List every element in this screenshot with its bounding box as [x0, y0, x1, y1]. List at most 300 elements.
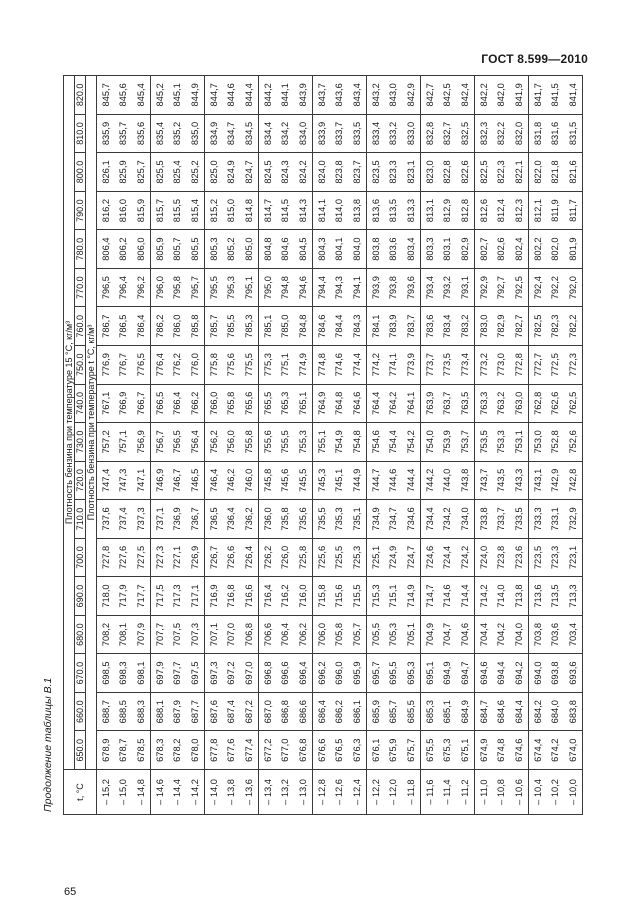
density-cell: 843,0: [385, 76, 402, 115]
density-cell: 688,1: [150, 692, 168, 731]
density-cell: 695,5: [385, 654, 402, 693]
density-cell: 812,1: [528, 191, 546, 230]
density-cell: 735,3: [331, 500, 348, 539]
temperature-cell: – 11,4: [439, 770, 456, 815]
temperature-cell: – 12,6: [331, 770, 348, 815]
density-cell: 794,1: [348, 268, 366, 307]
table-row: [277, 76, 294, 815]
density-cell: 704,7: [439, 615, 456, 654]
density-cell: 764,6: [348, 384, 366, 423]
density-cell: 835,2: [169, 114, 186, 153]
temperature-column-header: t, °C: [64, 770, 97, 815]
density-cell: 686,4: [312, 692, 330, 731]
density-cell: 746,0: [240, 461, 258, 500]
density-cell: 735,8: [277, 500, 294, 539]
density-cell: 736,0: [258, 500, 276, 539]
density-cell: 766,5: [150, 384, 168, 423]
density-cell: 713,3: [564, 577, 583, 616]
density-column-header: 800.0: [75, 153, 86, 192]
density-cell: 705,1: [402, 615, 420, 654]
density-cell: 834,4: [258, 114, 276, 153]
density-cell: 796,5: [97, 268, 115, 307]
density-cell: 814,0: [331, 191, 348, 230]
density-cell: 723,1: [564, 538, 583, 577]
density-cell: 705,7: [348, 615, 366, 654]
density-cell: 775,1: [277, 345, 294, 384]
density-cell: 742,9: [547, 461, 564, 500]
density-cell: 765,1: [294, 384, 312, 423]
temperature-cell: – 10,2: [547, 770, 564, 815]
density-cell: 687,6: [204, 692, 222, 731]
density-cell: 742,8: [564, 461, 583, 500]
density-cell: 707,5: [169, 615, 186, 654]
document-id: ГОСТ 8.599—2010: [481, 52, 588, 66]
table-row: [97, 76, 115, 815]
density-cell: 842,7: [420, 76, 438, 115]
density-cell: 754,2: [402, 423, 420, 462]
density-cell: 756,7: [150, 423, 168, 462]
density-cell: 717,9: [115, 577, 132, 616]
density-cell: 713,6: [528, 577, 546, 616]
density-cell: 726,0: [277, 538, 294, 577]
density-cell: 674,0: [564, 731, 583, 770]
density-cell: 762,6: [547, 384, 564, 423]
density-cell: 744,0: [439, 461, 456, 500]
density-cell: 782,7: [510, 307, 528, 346]
density-cell: 822,5: [474, 153, 492, 192]
density-cell: 687,2: [240, 692, 258, 731]
density-cell: 737,3: [132, 500, 150, 539]
density-cell: 677,4: [240, 731, 258, 770]
density-cell: 693,6: [564, 654, 583, 693]
density-cell: 844,2: [258, 76, 276, 115]
density-cell: 744,4: [402, 461, 420, 500]
density-cell: 845,1: [169, 76, 186, 115]
density-cell: 696,6: [277, 654, 294, 693]
density-cell: 775,8: [204, 345, 222, 384]
density-cell: 805,2: [223, 230, 240, 269]
density-cell: 806,2: [115, 230, 132, 269]
density-column-header: 730.0: [75, 423, 86, 462]
density-cell: 815,0: [223, 191, 240, 230]
density-cell: 716,0: [294, 577, 312, 616]
density-cell: 774,9: [294, 345, 312, 384]
density-cell: 743,7: [474, 461, 492, 500]
temperature-cell: – 12,4: [348, 770, 366, 815]
density-cell: 776,4: [150, 345, 168, 384]
density-column-header: 670.0: [75, 654, 86, 693]
density-cell: 831,8: [528, 114, 546, 153]
density-cell: 795,8: [169, 268, 186, 307]
table-row: [366, 76, 384, 815]
density-cell: 845,4: [132, 76, 150, 115]
density-cell: 716,4: [258, 577, 276, 616]
density-cell: 822,1: [510, 153, 528, 192]
table-row: [564, 76, 583, 815]
density-cell: 763,7: [439, 384, 456, 423]
density-cell: 822,0: [528, 153, 546, 192]
density-column-header: 810.0: [75, 114, 86, 153]
table-caption: Продолжение таблицы В.1: [42, 677, 54, 812]
density-cell: 811,7: [564, 191, 583, 230]
density-cell: 843,6: [331, 76, 348, 115]
density-cell: 802,9: [456, 230, 474, 269]
table-row: [456, 76, 474, 815]
density-cell: 815,4: [186, 191, 204, 230]
table-row: [312, 76, 330, 815]
density-cell: 835,6: [132, 114, 150, 153]
density-cell: 776,5: [132, 345, 150, 384]
density-cell: 823,8: [331, 153, 348, 192]
density-cell: 815,9: [132, 191, 150, 230]
density-cell: 833,4: [366, 114, 384, 153]
temperature-cell: – 14,8: [132, 770, 150, 815]
density-cell: 793,8: [385, 268, 402, 307]
density-cell: 696,4: [294, 654, 312, 693]
density-cell: 707,0: [223, 615, 240, 654]
density-cell: 842,9: [402, 76, 420, 115]
density-cell: 723,3: [547, 538, 564, 577]
density-cell: 825,5: [150, 153, 168, 192]
table-row: [547, 76, 564, 815]
density-cell: 753,9: [439, 423, 456, 462]
density-cell: 754,9: [331, 423, 348, 462]
density-cell: 776,0: [186, 345, 204, 384]
temperature-cell: – 13,8: [223, 770, 240, 815]
density-cell: 825,9: [115, 153, 132, 192]
density-cell: 695,3: [402, 654, 420, 693]
density-column-header: 720.0: [75, 461, 86, 500]
density-cell: 783,4: [439, 307, 456, 346]
density-cell: 674,4: [528, 731, 546, 770]
density-cell: 814,8: [240, 191, 258, 230]
density-cell: 704,4: [474, 615, 492, 654]
density-column-header: 790.0: [75, 191, 86, 230]
density-cell: 823,1: [402, 153, 420, 192]
density-cell: 843,9: [294, 76, 312, 115]
density-cell: 686,8: [277, 692, 294, 731]
density-cell: 796,0: [150, 268, 168, 307]
density-cell: 704,2: [493, 615, 510, 654]
density-cell: 754,8: [348, 423, 366, 462]
temperature-cell: – 12,8: [312, 770, 330, 815]
density-cell: 706,6: [258, 615, 276, 654]
density-cell: 775,5: [240, 345, 258, 384]
density-cell: 678,7: [115, 731, 132, 770]
density-cell: 727,1: [169, 538, 186, 577]
density-cell: 842,5: [439, 76, 456, 115]
density-cell: 694,4: [493, 654, 510, 693]
density-cell: 715,1: [385, 577, 402, 616]
density-cell: 705,8: [331, 615, 348, 654]
density-cell: 811,9: [547, 191, 564, 230]
table-body: [97, 76, 583, 815]
density-cell: 736,5: [204, 500, 222, 539]
density-cell: 786,4: [132, 307, 150, 346]
density-cell: 716,6: [240, 577, 258, 616]
density-cell: 714,7: [420, 577, 438, 616]
density-cell: 812,6: [474, 191, 492, 230]
density-cell: 697,5: [186, 654, 204, 693]
density-cell: 746,5: [186, 461, 204, 500]
density-cell: 685,1: [439, 692, 456, 731]
density-cell: 795,7: [186, 268, 204, 307]
density-cell: 795,5: [204, 268, 222, 307]
density-cell: 746,7: [169, 461, 186, 500]
density-cell: 694,9: [439, 654, 456, 693]
density-cell: 755,5: [277, 423, 294, 462]
density-cell: 763,2: [493, 384, 510, 423]
density-cell: 831,6: [547, 114, 564, 153]
density-cell: 707,3: [186, 615, 204, 654]
density-cell: 764,8: [331, 384, 348, 423]
density-cell: 686,2: [331, 692, 348, 731]
density-cell: 834,5: [240, 114, 258, 153]
density-cell: 725,6: [312, 538, 330, 577]
density-cell: 844,6: [223, 76, 240, 115]
density-cell: 767,1: [97, 384, 115, 423]
density-cell: 727,3: [150, 538, 168, 577]
density-cell: 756,5: [169, 423, 186, 462]
density-cell: 754,0: [420, 423, 438, 462]
density-cell: 674,2: [547, 731, 564, 770]
density-cell: 715,5: [348, 577, 366, 616]
density-cell: 707,1: [204, 615, 222, 654]
density-cell: 785,8: [186, 307, 204, 346]
density-cell: 766,2: [186, 384, 204, 423]
density-cell: 813,6: [366, 191, 384, 230]
density-cell: 736,9: [169, 500, 186, 539]
density-cell: 706,0: [312, 615, 330, 654]
density-cell: 744,2: [420, 461, 438, 500]
table-row: [474, 76, 492, 815]
table-row: [223, 76, 240, 815]
density-cell: 835,4: [150, 114, 168, 153]
density-cell: 753,3: [493, 423, 510, 462]
density-column-header: 710.0: [75, 500, 86, 539]
density-cell: 782,5: [528, 307, 546, 346]
density-cell: 674,6: [510, 731, 528, 770]
density-cell: 845,2: [150, 76, 168, 115]
density-cell: 803,8: [366, 230, 384, 269]
density-cell: 795,3: [223, 268, 240, 307]
density-cell: 734,4: [420, 500, 438, 539]
density-cell: 794,8: [277, 268, 294, 307]
density-cell: 716,2: [277, 577, 294, 616]
density-cell: 832,5: [456, 114, 474, 153]
density-cell: 755,8: [240, 423, 258, 462]
density-cell: 675,3: [439, 731, 456, 770]
density-cell: 676,6: [312, 731, 330, 770]
temperature-cell: – 10,8: [493, 770, 510, 815]
density-cell: 724,9: [385, 538, 402, 577]
density-cell: 715,3: [366, 577, 384, 616]
density-cell: 675,7: [402, 731, 420, 770]
temperature-cell: – 14,2: [186, 770, 204, 815]
density-cell: 814,1: [312, 191, 330, 230]
density-cell: 825,4: [169, 153, 186, 192]
density-cell: 813,5: [385, 191, 402, 230]
density-cell: 773,5: [439, 345, 456, 384]
density-cell: 824,0: [312, 153, 330, 192]
density-cell: 744,7: [366, 461, 384, 500]
density-cell: 785,3: [240, 307, 258, 346]
density-cell: 716,9: [204, 577, 222, 616]
density-cell: 707,9: [132, 615, 150, 654]
density-cell: 736,2: [240, 500, 258, 539]
density-cell: 773,7: [420, 345, 438, 384]
density-cell: 754,4: [385, 423, 402, 462]
density-cell: 726,6: [223, 538, 240, 577]
density-cell: 792,9: [474, 268, 492, 307]
density-cell: 805,7: [169, 230, 186, 269]
density-cell: 675,1: [456, 731, 474, 770]
density-cell: 735,5: [312, 500, 330, 539]
density-cell: 744,9: [348, 461, 366, 500]
density-cell: 733,1: [547, 500, 564, 539]
density-cell: 816,2: [97, 191, 115, 230]
table-row: [240, 76, 258, 815]
density-cell: 684,0: [547, 692, 564, 731]
density-cell: 763,5: [456, 384, 474, 423]
density-cell: 757,2: [97, 423, 115, 462]
density-cell: 764,9: [312, 384, 330, 423]
density-column-header: 780.0: [75, 230, 86, 269]
temperature-cell: – 11,0: [474, 770, 492, 815]
density-cell: 812,3: [510, 191, 528, 230]
table-row: [132, 76, 150, 815]
density-cell: 823,7: [348, 153, 366, 192]
table-row: [385, 76, 402, 815]
density-cell: 806,4: [97, 230, 115, 269]
density-cell: 765,3: [277, 384, 294, 423]
density-cell: 755,1: [312, 423, 330, 462]
density-cell: 755,3: [294, 423, 312, 462]
density-cell: 705,3: [385, 615, 402, 654]
density-cell: 824,5: [258, 153, 276, 192]
density-cell: 792,7: [493, 268, 510, 307]
density-cell: 743,8: [456, 461, 474, 500]
density-cell: 823,3: [385, 153, 402, 192]
density-cell: 774,6: [331, 345, 348, 384]
density-cell: 783,0: [474, 307, 492, 346]
density-cell: 735,6: [294, 500, 312, 539]
density-cell: 698,3: [115, 654, 132, 693]
density-cell: 775,6: [223, 345, 240, 384]
density-cell: 745,1: [331, 461, 348, 500]
density-cell: 843,2: [366, 76, 384, 115]
density-cell: 678,0: [186, 731, 204, 770]
density-cell: 842,2: [474, 76, 492, 115]
density-cell: 677,6: [223, 731, 240, 770]
density-cell: 733,8: [474, 500, 492, 539]
density-cell: 825,0: [204, 153, 222, 192]
density-cell: 736,4: [223, 500, 240, 539]
table-row: [510, 76, 528, 815]
density-cell: 804,6: [277, 230, 294, 269]
density-column-header: 820.0: [75, 76, 86, 115]
density-cell: 676,5: [331, 731, 348, 770]
density-cell: 775,3: [258, 345, 276, 384]
density-cell: 752,8: [547, 423, 564, 462]
density-cell: 747,3: [115, 461, 132, 500]
density-cell: 803,1: [439, 230, 456, 269]
density-cell: 786,7: [97, 307, 115, 346]
density-cell: 684,7: [474, 692, 492, 731]
density-cell: 804,5: [294, 230, 312, 269]
density-cell: 815,5: [169, 191, 186, 230]
density-cell: 784,1: [366, 307, 384, 346]
density-cell: 733,5: [510, 500, 528, 539]
density-cell: 697,0: [240, 654, 258, 693]
density-cell: 792,4: [528, 268, 546, 307]
density-cell: 714,6: [439, 577, 456, 616]
density-cell: 733,7: [493, 500, 510, 539]
density-cell: 841,5: [547, 76, 564, 115]
density-cell: 708,1: [115, 615, 132, 654]
density-cell: 706,2: [294, 615, 312, 654]
temperature-cell: – 11,8: [402, 770, 420, 815]
density-cell: 772,5: [547, 345, 564, 384]
density-cell: 675,9: [385, 731, 402, 770]
density-cell: 776,9: [97, 345, 115, 384]
density-cell: 844,7: [204, 76, 222, 115]
density-cell: 783,2: [456, 307, 474, 346]
density-cell: 803,3: [420, 230, 438, 269]
density-cell: 825,7: [132, 153, 150, 192]
density-cell: 743,1: [528, 461, 546, 500]
density-cell: 734,2: [439, 500, 456, 539]
density-cell: 734,9: [366, 500, 384, 539]
density-cell: 704,9: [420, 615, 438, 654]
density-column-header: 690.0: [75, 577, 86, 616]
density-cell: 813,3: [402, 191, 420, 230]
temperature-cell: – 12,2: [366, 770, 384, 815]
temperature-cell: – 10,0: [564, 770, 583, 815]
density-cell: 714,9: [402, 577, 420, 616]
density-cell: 745,8: [258, 461, 276, 500]
density-cell: 684,2: [528, 692, 546, 731]
density-cell: 677,8: [204, 731, 222, 770]
density-cell: 783,9: [385, 307, 402, 346]
density-cell: 833,0: [402, 114, 420, 153]
density-cell: 841,4: [564, 76, 583, 115]
density-cell: 734,6: [402, 500, 420, 539]
density-cell: 697,7: [169, 654, 186, 693]
density-cell: 792,2: [547, 268, 564, 307]
density-cell: 695,7: [366, 654, 384, 693]
table-row: [348, 76, 366, 815]
density-cell: 734,7: [385, 500, 402, 539]
density-cell: 687,0: [258, 692, 276, 731]
density-cell: 723,8: [493, 538, 510, 577]
density-column-header: 750.0: [75, 345, 86, 384]
table-row: [439, 76, 456, 815]
density-cell: 756,0: [223, 423, 240, 462]
temperature-cell: – 13,6: [240, 770, 258, 815]
density-cell: 717,3: [169, 577, 186, 616]
density-cell: 733,3: [528, 500, 546, 539]
density-cell: 763,0: [510, 384, 528, 423]
density-cell: 845,7: [97, 76, 115, 115]
density-cell: 834,0: [294, 114, 312, 153]
density-cell: 676,8: [294, 731, 312, 770]
density-cell: 794,6: [294, 268, 312, 307]
temperature-cell: – 10,6: [510, 770, 528, 815]
density-cell: 833,2: [385, 114, 402, 153]
density-cell: 687,9: [169, 692, 186, 731]
density-cell: 737,4: [115, 500, 132, 539]
